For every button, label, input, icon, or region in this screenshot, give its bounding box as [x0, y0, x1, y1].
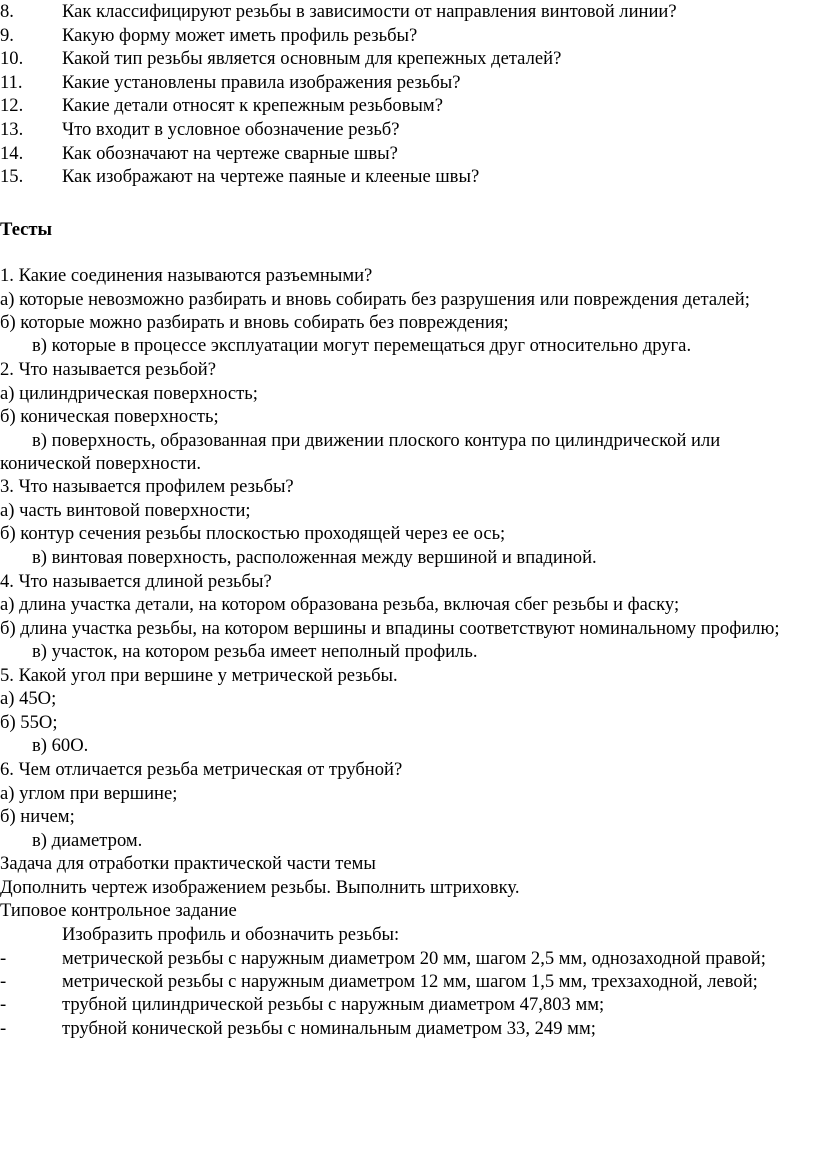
tests-heading: Тесты [0, 219, 53, 240]
control-intro: Изобразить профиль и обозначить резьбы: [62, 924, 400, 946]
test-option-c: в) 60О. [32, 735, 89, 757]
test-question: 1. Какие соединения называются разъемными? [0, 265, 373, 286]
control-item [0, 1017, 808, 1041]
list-item [0, 71, 816, 95]
list-item-number: 14. [0, 142, 24, 164]
list-item-number: 12. [0, 95, 24, 117]
test-option-a: а) 45О; [0, 688, 57, 710]
test-option-a: а) длина участка детали, на котором образована резьба, включая сбег резьбы и фаску; [0, 594, 680, 616]
list-item-number: 10. [0, 48, 24, 70]
practice-task: Дополнить чертеж изображением резьбы. Выполнить штриховку. [0, 876, 520, 898]
control-title: Типовое контрольное задание [0, 900, 237, 922]
test-question: 3. Что называется профилем резьбы? [0, 476, 294, 498]
control-item-text: трубной конической резьбы с номинальным диаметром 33, 249 мм; [62, 1017, 596, 1039]
control-item [0, 947, 808, 970]
test-question: 4. Что называется длиной резьбы? [0, 570, 272, 592]
list-item-text: Какой тип резьбы является основным для крепежных деталей? [62, 48, 562, 70]
list-item-text: Какую форму может иметь профиль резьбы? [62, 24, 418, 46]
list-item-text: Как изображают на чертеже паяные и клееные швы? [62, 166, 480, 188]
control-item [0, 993, 808, 1017]
test-question: 2. Что называется резьбой? [0, 358, 216, 380]
list-item-text: Какие установлены правила изображения резьбы? [62, 71, 461, 93]
test-option-c: в) участок, на котором резьба имеет неполный профиль. [32, 640, 478, 662]
test-question: 6. Чем отличается резьба метрическая от трубной? [0, 758, 403, 780]
test-option-b: б) длина участка резьбы, на котором вершины и впадины соответствуют номинальному профилю; [0, 617, 780, 639]
test-option-b: б) коническая поверхность; [0, 406, 219, 428]
list-dash: - [0, 947, 7, 969]
list-item [0, 94, 816, 118]
list-item-number: 8. [0, 1, 14, 22]
test-option-b: б) контур сечения резьбы плоскостью проходящей через ее ось; [0, 523, 506, 545]
control-item-text: трубной цилиндрической резьбы с наружным диаметром 47,803 мм; [62, 994, 605, 1016]
control-item-text: метрической резьбы с наружным диаметром 12 мм, шагом 1,5 мм, трехзаходной, левой; [62, 970, 758, 992]
test-option-b: б) 55О; [0, 711, 58, 733]
test-option-a: а) которые невозможно разбирать и вновь собирать без разрушения или повреждения деталей; [0, 288, 750, 310]
list-item-number: 15. [0, 166, 24, 188]
list-item-text: Какие детали относят к крепежным резьбовым? [62, 95, 443, 117]
test-question: 5. Какой угол при вершине у метрической резьбы. [0, 664, 398, 686]
list-item-text: Как обозначают на чертеже сварные швы? [62, 142, 398, 164]
test-option-c: в) поверхность, образованная при движении плоского контура по цилиндрической или конической поверхности. [0, 429, 721, 474]
list-item [0, 142, 816, 166]
test-option-a: а) цилиндрическая поверхность; [0, 382, 258, 404]
practice-title: Задача для отработки практической части темы [0, 853, 376, 875]
list-item-number: 13. [0, 118, 24, 140]
test-option-a: а) часть винтовой поверхности; [0, 499, 251, 521]
list-item [0, 0, 816, 24]
test-option-c: в) которые в процессе эксплуатации могут перемещаться друг относительно друга. [32, 335, 692, 357]
question-list [0, 0, 816, 189]
list-item [0, 165, 816, 189]
list-dash: - [0, 970, 7, 992]
control-item-text: метрической резьбы с наружным диаметром 20 мм, шагом 2,5 мм, однозаходной правой; [62, 947, 766, 969]
test-option-b: б) ничем; [0, 806, 75, 828]
list-dash: - [0, 994, 7, 1016]
list-item-number: 9. [0, 24, 14, 46]
control-item [0, 970, 808, 993]
test-option-b: б) которые можно разбирать и вновь собирать без повреждения; [0, 311, 509, 333]
list-item [0, 118, 816, 142]
tests-section [0, 264, 808, 1040]
list-item-number: 11. [0, 71, 23, 93]
list-item-text: Как классифицируют резьбы в зависимости от направления винтовой линии? [62, 1, 677, 22]
test-option-a: а) углом при вершине; [0, 782, 178, 804]
list-item-text: Что входит в условное обозначение резьб? [62, 118, 400, 140]
test-option-c: в) диаметром. [32, 829, 143, 851]
list-dash: - [0, 1017, 7, 1039]
list-item [0, 24, 816, 48]
test-option-c: в) винтовая поверхность, расположенная между вершиной и впадиной. [32, 546, 597, 568]
list-item [0, 47, 816, 71]
